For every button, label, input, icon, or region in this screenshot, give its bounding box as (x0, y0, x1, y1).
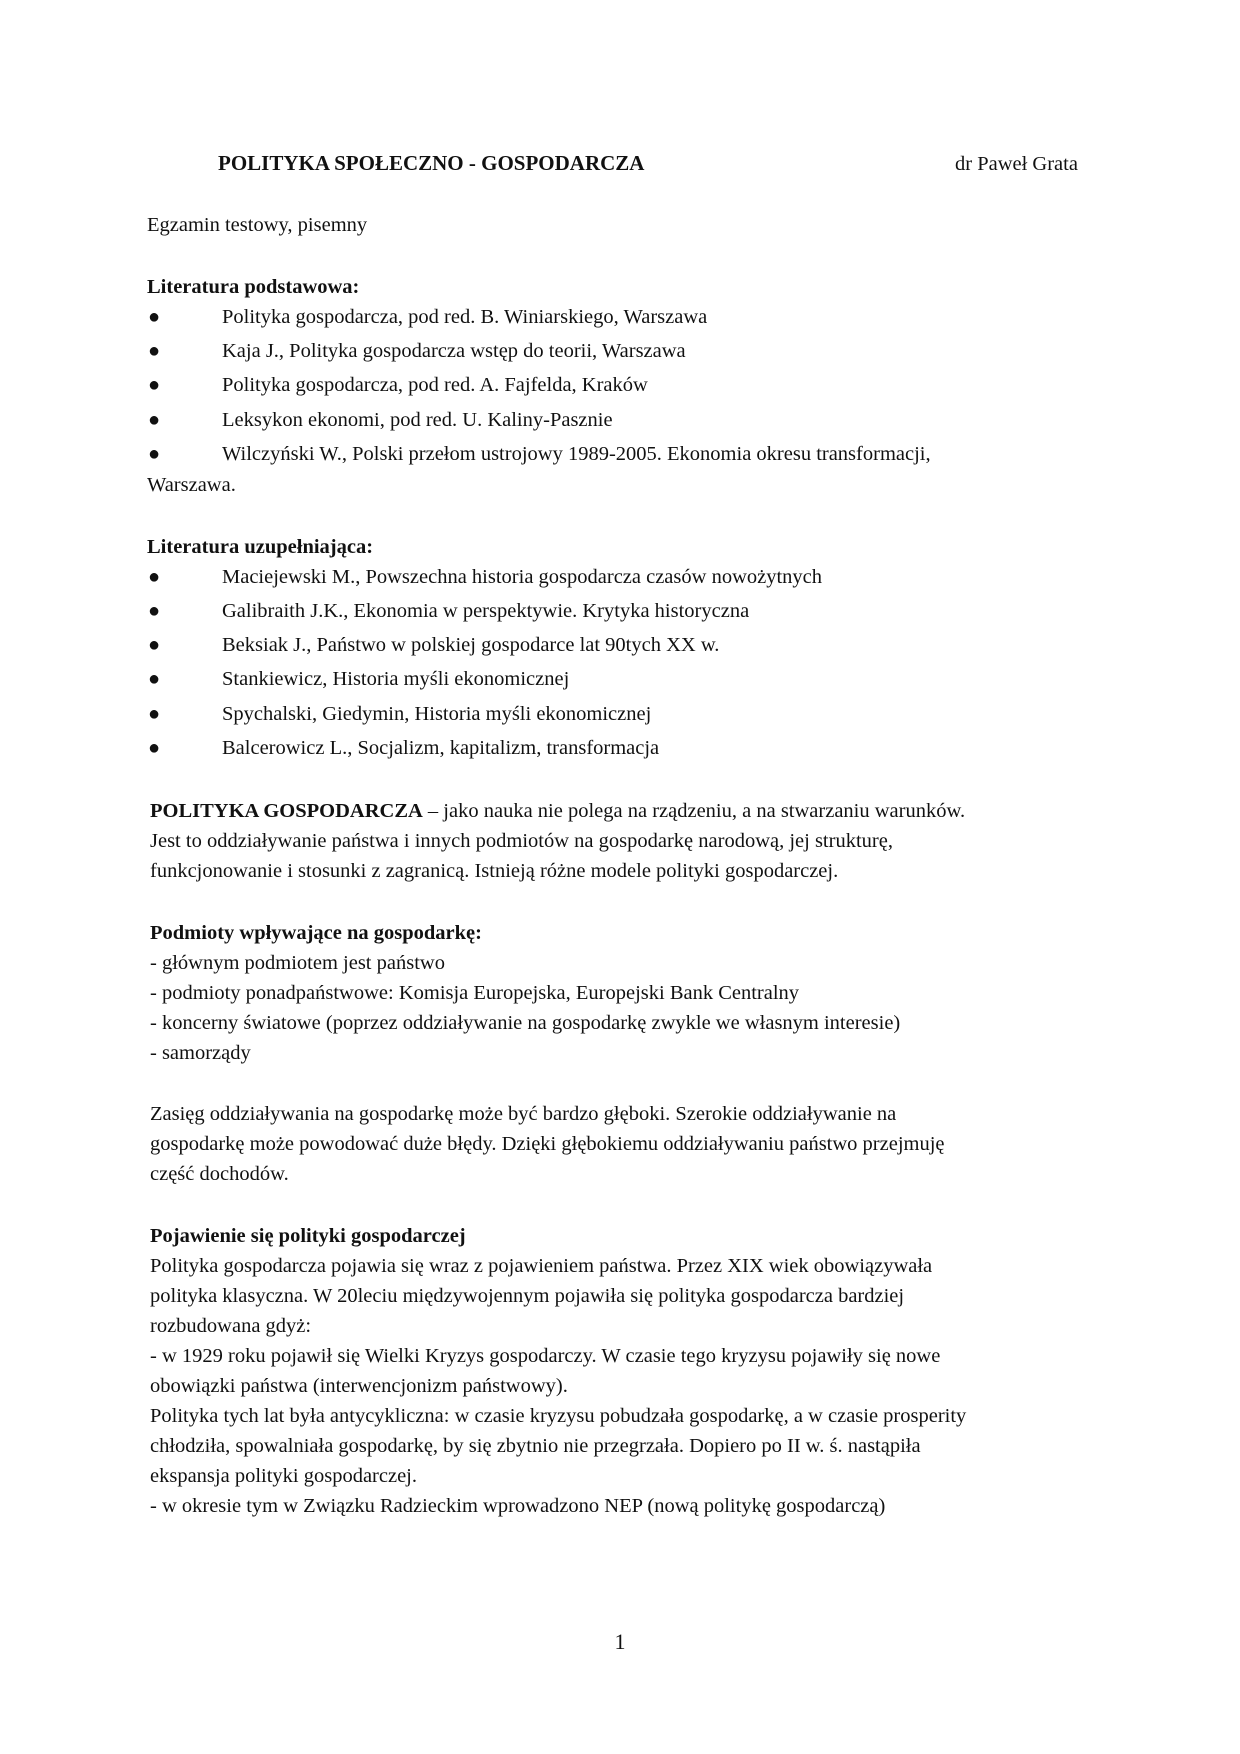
emergence-line: rozbudowana gdyż: (150, 1315, 312, 1337)
bullet-icon: ● (148, 409, 161, 431)
bullet-icon: ● (148, 737, 161, 759)
bullet-icon: ● (148, 668, 161, 690)
bullet-icon: ● (148, 306, 161, 328)
list-item-text: Stankiewicz, Historia myśli ekonomicznej (222, 668, 570, 690)
bullet-icon: ● (148, 703, 161, 725)
emergence-line: - w okresie tym w Związku Radzieckim wprowadzono NEP (nową politykę gospodarczą) (150, 1495, 886, 1517)
scope-line: gospodarkę może powodować duże błędy. Dzięki głębokiemu oddziaływaniu państwo przejmuję (150, 1133, 945, 1155)
emergence-line: Polityka gospodarcza pojawia się wraz z pojawieniem państwa. Przez XIX wiek obowiązywała (150, 1255, 933, 1277)
policy-definition-text: – jako nauka nie polega na rządzeniu, a na stwarzaniu warunków. (422, 800, 966, 822)
list-item-text: Maciejewski M., Powszechna historia gospodarcza czasów nowożytnych (222, 566, 823, 588)
author-name: dr Paweł Grata (955, 153, 1078, 175)
page-number: 1 (614, 1629, 626, 1654)
bullet-icon: ● (148, 443, 161, 465)
bullet-icon: ● (148, 634, 161, 656)
list-item-text: Polityka gospodarcza, pod red. A. Fajfelda, Kraków (222, 374, 648, 396)
list-item-text: Spychalski, Giedymin, Historia myśli ekonomicznej (222, 703, 652, 725)
bullet-icon: ● (148, 600, 161, 622)
policy-definition-line (150, 796, 965, 826)
bullet-icon: ● (148, 566, 161, 588)
list-item-continuation: Warszawa. (147, 474, 236, 496)
exam-note: Egzamin testowy, pisemny (147, 214, 368, 236)
list-item-text: Leksykon ekonomi, pod red. U. Kaliny-Pasznie (222, 409, 613, 431)
list-item-text: Beksiak J., Państwo w polskiej gospodarce lat 90tych XX w. (222, 634, 720, 656)
scope-line: część dochodów. (150, 1163, 289, 1185)
list-item-text: Polityka gospodarcza, pod red. B. Winiarskiego, Warszawa (222, 306, 708, 328)
entities-heading: Podmioty wpływające na gospodarkę: (150, 922, 482, 944)
emergence-line: obowiązki państwa (interwencjonizm państwowy). (150, 1375, 568, 1397)
list-item-text: Galibraith J.K., Ekonomia w perspektywie. Krytyka historyczna (222, 600, 750, 622)
emergence-line: chłodziła, spowalniała gospodarkę, by się zbytnio nie przegrzała. Dopiero po II w. ś. nastąpiła (150, 1435, 921, 1457)
policy-term: POLITYKA GOSPODARCZA (150, 800, 423, 822)
list-item-text: Balcerowicz L., Socjalizm, kapitalizm, transformacja (222, 737, 660, 759)
policy-definition-line: Jest to oddziaływanie państwa i innych podmiotów na gospodarkę narodową, jej strukturę, (150, 830, 893, 852)
emergence-line: polityka klasyczna. W 20leciu międzywojennym pojawiła się polityka gospodarcza bardziej (150, 1285, 905, 1307)
entities-item: - koncerny światowe (poprzez oddziaływanie na gospodarkę zwykle we własnym interesie) (150, 1012, 901, 1034)
emergence-line: Polityka tych lat była antycykliczna: w czasie kryzysu pobudzała gospodarkę, a w czasie prosperity (150, 1405, 967, 1427)
document-title: POLITYKA SPOŁECZNO - GOSPODARCZA (218, 151, 645, 175)
basic-literature-heading: Literatura podstawowa: (147, 276, 360, 298)
entities-item: - samorządy (150, 1042, 251, 1064)
bullet-icon: ● (148, 340, 161, 362)
emergence-line: ekspansja polityki gospodarczej. (150, 1465, 418, 1487)
emergence-heading: Pojawienie się polityki gospodarczej (150, 1225, 466, 1247)
bullet-icon: ● (148, 374, 161, 396)
entities-item: - podmioty ponadpaństwowe: Komisja Europejska, Europejski Bank Centralny (150, 982, 800, 1004)
list-item-text: Kaja J., Polityka gospodarcza wstęp do teorii, Warszawa (222, 340, 686, 362)
supplementary-literature-heading: Literatura uzupełniająca: (147, 536, 374, 558)
scope-line: Zasięg oddziaływania na gospodarkę może być bardzo głęboki. Szerokie oddziaływanie na (150, 1103, 897, 1125)
policy-definition-line: funkcjonowanie i stosunki z zagranicą. Istnieją różne modele polityki gospodarczej. (150, 860, 839, 882)
emergence-line: - w 1929 roku pojawił się Wielki Kryzys gospodarczy. W czasie tego kryzysu pojawiły się nowe (150, 1345, 941, 1367)
entities-item: - głównym podmiotem jest państwo (150, 952, 445, 974)
list-item-text: Wilczyński W., Polski przełom ustrojowy 1989-2005. Ekonomia okresu transformacji, (222, 443, 931, 465)
